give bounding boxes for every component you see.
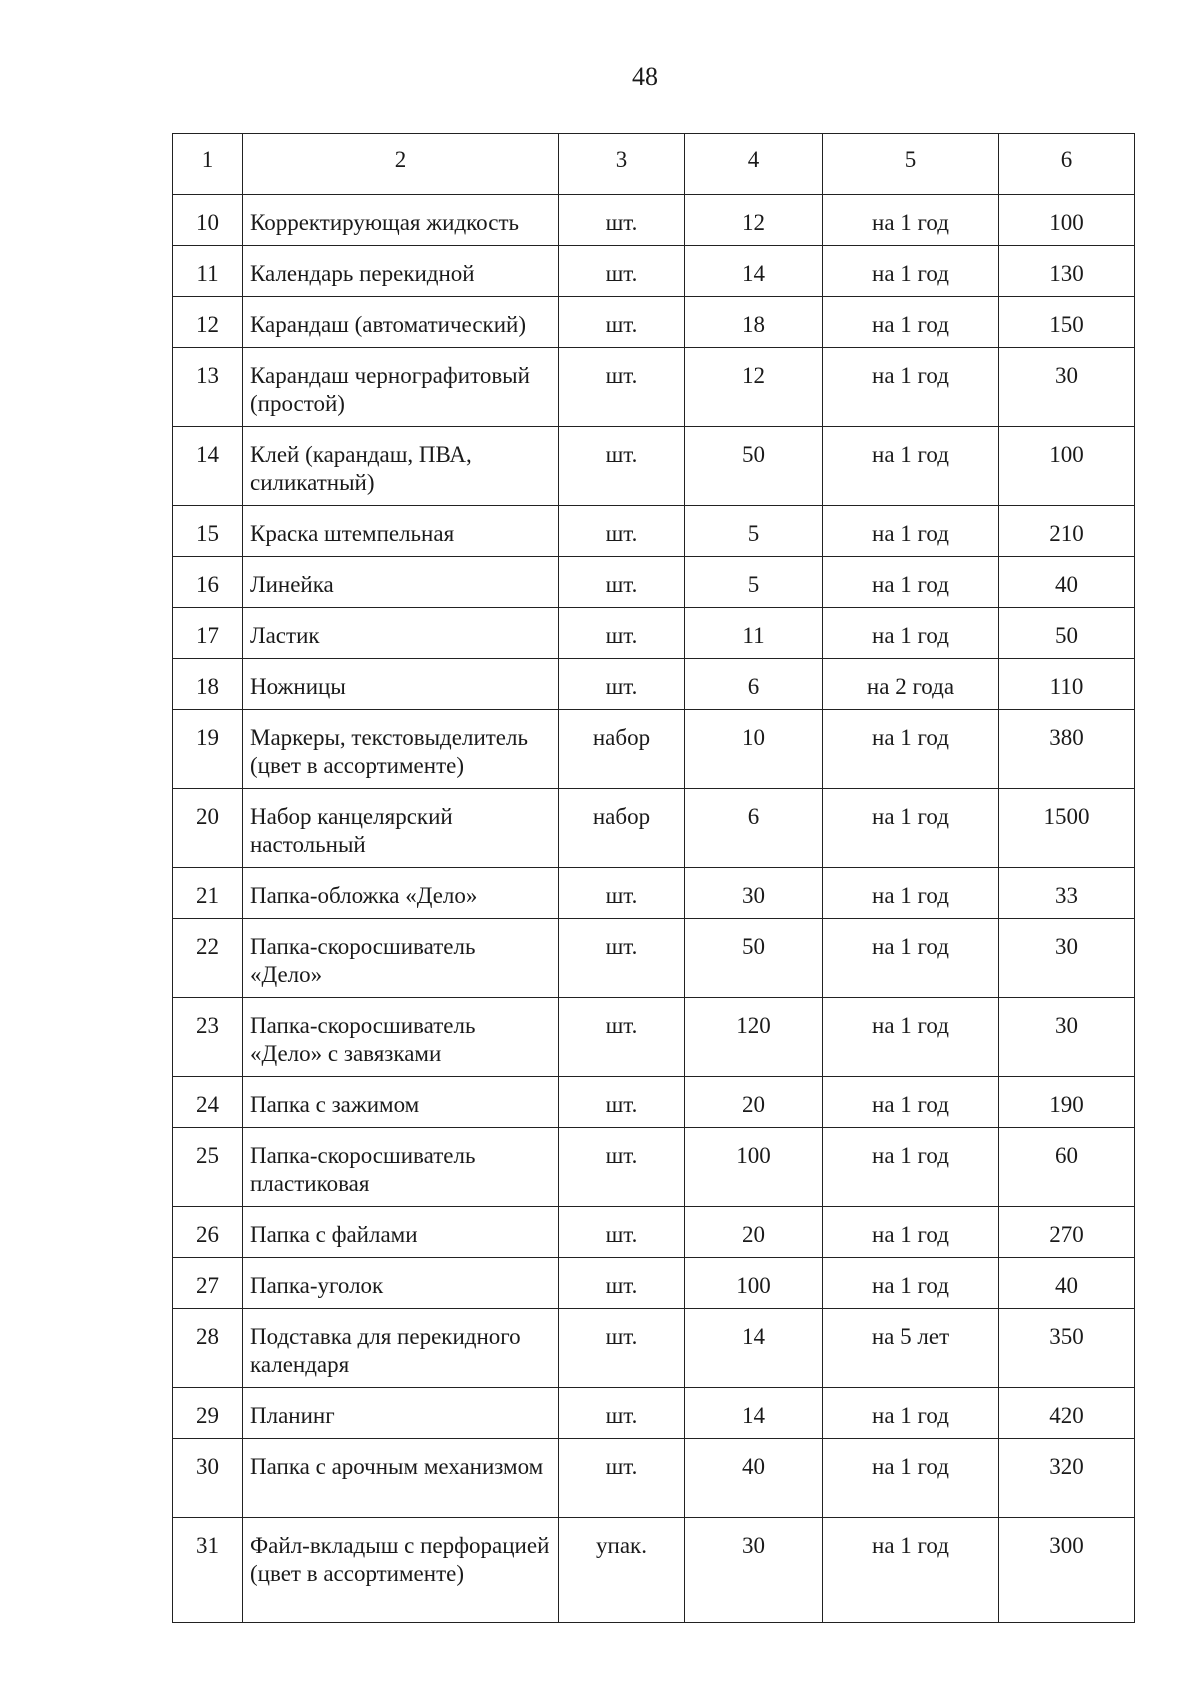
- usage-period-cell: на 1 год: [823, 1518, 999, 1623]
- usage-period-cell: на 1 год: [823, 195, 999, 246]
- usage-period-cell: на 1 год: [823, 608, 999, 659]
- usage-period-cell: на 1 год: [823, 1258, 999, 1309]
- item-name-cell: Планинг: [243, 1388, 559, 1439]
- item-name-cell: Ножницы: [243, 659, 559, 710]
- table-row: [173, 789, 1135, 868]
- price-cell: 40: [999, 1258, 1135, 1309]
- unit-cell: шт.: [559, 919, 685, 998]
- table-row: [173, 1258, 1135, 1309]
- header-cell: 1: [173, 134, 243, 195]
- usage-period-cell: на 1 год: [823, 348, 999, 427]
- unit-cell: шт.: [559, 608, 685, 659]
- table-row: [173, 1128, 1135, 1207]
- quantity-cell: 100: [685, 1128, 823, 1207]
- table-row: [173, 1439, 1135, 1518]
- quantity-cell: 20: [685, 1207, 823, 1258]
- table-row: [173, 659, 1135, 710]
- unit-cell: шт.: [559, 557, 685, 608]
- item-name-cell: Корректирующая жидкость: [243, 195, 559, 246]
- table-row: [173, 557, 1135, 608]
- price-cell: 380: [999, 710, 1135, 789]
- quantity-cell: 50: [685, 427, 823, 506]
- quantity-cell: 14: [685, 1388, 823, 1439]
- unit-cell: шт.: [559, 506, 685, 557]
- row-number-cell: 26: [173, 1207, 243, 1258]
- usage-period-cell: на 1 год: [823, 1207, 999, 1258]
- table-row: [173, 1388, 1135, 1439]
- usage-period-cell: на 1 год: [823, 297, 999, 348]
- table-row: [173, 297, 1135, 348]
- quantity-cell: 40: [685, 1439, 823, 1518]
- row-number-cell: 25: [173, 1128, 243, 1207]
- usage-period-cell: на 1 год: [823, 1439, 999, 1518]
- row-number-cell: 20: [173, 789, 243, 868]
- price-cell: 270: [999, 1207, 1135, 1258]
- usage-period-cell: на 1 год: [823, 1128, 999, 1207]
- row-number-cell: 14: [173, 427, 243, 506]
- header-cell: 6: [999, 134, 1135, 195]
- price-cell: 30: [999, 998, 1135, 1077]
- price-cell: 320: [999, 1439, 1135, 1518]
- item-name-cell: Ластик: [243, 608, 559, 659]
- price-cell: 130: [999, 246, 1135, 297]
- quantity-cell: 11: [685, 608, 823, 659]
- quantity-cell: 18: [685, 297, 823, 348]
- price-cell: 420: [999, 1388, 1135, 1439]
- header-cell: 3: [559, 134, 685, 195]
- price-cell: 100: [999, 427, 1135, 506]
- item-name-cell: Набор канцелярский настольный: [243, 789, 559, 868]
- usage-period-cell: на 1 год: [823, 506, 999, 557]
- quantity-cell: 30: [685, 868, 823, 919]
- item-name-cell: Папка с зажимом: [243, 1077, 559, 1128]
- quantity-cell: 10: [685, 710, 823, 789]
- table-row: [173, 919, 1135, 998]
- item-name-cell: Карандаш (автоматический): [243, 297, 559, 348]
- unit-cell: набор: [559, 710, 685, 789]
- usage-period-cell: на 1 год: [823, 868, 999, 919]
- table-row: [173, 348, 1135, 427]
- row-number-cell: 29: [173, 1388, 243, 1439]
- quantity-cell: 6: [685, 789, 823, 868]
- unit-cell: шт.: [559, 348, 685, 427]
- row-number-cell: 22: [173, 919, 243, 998]
- usage-period-cell: на 1 год: [823, 789, 999, 868]
- price-cell: 350: [999, 1309, 1135, 1388]
- quantity-cell: 5: [685, 506, 823, 557]
- table-header-row: [173, 134, 1135, 195]
- price-cell: 150: [999, 297, 1135, 348]
- item-name-cell: Клей (карандаш, ПВА, силикатный): [243, 427, 559, 506]
- row-number-cell: 18: [173, 659, 243, 710]
- row-number-cell: 23: [173, 998, 243, 1077]
- unit-cell: шт.: [559, 1309, 685, 1388]
- unit-cell: шт.: [559, 998, 685, 1077]
- row-number-cell: 11: [173, 246, 243, 297]
- unit-cell: шт.: [559, 1439, 685, 1518]
- table-row: [173, 1518, 1135, 1623]
- unit-cell: шт.: [559, 246, 685, 297]
- item-name-cell: Папка-скоросшиватель пластиковая: [243, 1128, 559, 1207]
- quantity-cell: 12: [685, 348, 823, 427]
- row-number-cell: 10: [173, 195, 243, 246]
- row-number-cell: 12: [173, 297, 243, 348]
- unit-cell: шт.: [559, 659, 685, 710]
- price-cell: 300: [999, 1518, 1135, 1623]
- row-number-cell: 15: [173, 506, 243, 557]
- item-name-cell: Папка-уголок: [243, 1258, 559, 1309]
- usage-period-cell: на 1 год: [823, 246, 999, 297]
- price-cell: 30: [999, 348, 1135, 427]
- quantity-cell: 12: [685, 195, 823, 246]
- item-name-cell: Маркеры, текстовыделитель (цвет в ассортименте): [243, 710, 559, 789]
- row-number-cell: 31: [173, 1518, 243, 1623]
- table-row: [173, 427, 1135, 506]
- quantity-cell: 20: [685, 1077, 823, 1128]
- usage-period-cell: на 1 год: [823, 998, 999, 1077]
- quantity-cell: 5: [685, 557, 823, 608]
- table-row: [173, 998, 1135, 1077]
- quantity-cell: 100: [685, 1258, 823, 1309]
- item-name-cell: Краска штемпельная: [243, 506, 559, 557]
- table-row: [173, 608, 1135, 659]
- row-number-cell: 28: [173, 1309, 243, 1388]
- unit-cell: шт.: [559, 868, 685, 919]
- item-name-cell: Папка-обложка «Дело»: [243, 868, 559, 919]
- item-name-cell: Папка с арочным механизмом: [243, 1439, 559, 1518]
- unit-cell: набор: [559, 789, 685, 868]
- item-name-cell: Линейка: [243, 557, 559, 608]
- row-number-cell: 27: [173, 1258, 243, 1309]
- unit-cell: шт.: [559, 1207, 685, 1258]
- usage-period-cell: на 1 год: [823, 557, 999, 608]
- price-cell: 50: [999, 608, 1135, 659]
- row-number-cell: 30: [173, 1439, 243, 1518]
- header-cell: 5: [823, 134, 999, 195]
- quantity-cell: 14: [685, 1309, 823, 1388]
- item-name-cell: Папка с файлами: [243, 1207, 559, 1258]
- item-name-cell: Папка-скоросшиватель «Дело» с завязками: [243, 998, 559, 1077]
- unit-cell: упак.: [559, 1518, 685, 1623]
- row-number-cell: 17: [173, 608, 243, 659]
- row-number-cell: 24: [173, 1077, 243, 1128]
- price-cell: 33: [999, 868, 1135, 919]
- usage-period-cell: на 1 год: [823, 1077, 999, 1128]
- unit-cell: шт.: [559, 1128, 685, 1207]
- header-cell: 4: [685, 134, 823, 195]
- usage-period-cell: на 5 лет: [823, 1309, 999, 1388]
- quantity-cell: 50: [685, 919, 823, 998]
- table-row: [173, 1309, 1135, 1388]
- row-number-cell: 16: [173, 557, 243, 608]
- table-row: [173, 1207, 1135, 1258]
- quantity-cell: 30: [685, 1518, 823, 1623]
- unit-cell: шт.: [559, 1388, 685, 1439]
- quantity-cell: 120: [685, 998, 823, 1077]
- usage-period-cell: на 2 года: [823, 659, 999, 710]
- price-cell: 40: [999, 557, 1135, 608]
- unit-cell: шт.: [559, 297, 685, 348]
- table-row: [173, 195, 1135, 246]
- item-name-cell: Файл-вкладыш с перфорацией (цвет в ассортименте): [243, 1518, 559, 1623]
- price-cell: 1500: [999, 789, 1135, 868]
- unit-cell: шт.: [559, 195, 685, 246]
- table-row: [173, 710, 1135, 789]
- page-number: 48: [632, 62, 658, 91]
- item-name-cell: Подставка для перекидного календаря: [243, 1309, 559, 1388]
- price-cell: 60: [999, 1128, 1135, 1207]
- unit-cell: шт.: [559, 1077, 685, 1128]
- row-number-cell: 13: [173, 348, 243, 427]
- usage-period-cell: на 1 год: [823, 710, 999, 789]
- header-cell: 2: [243, 134, 559, 195]
- unit-cell: шт.: [559, 1258, 685, 1309]
- quantity-cell: 14: [685, 246, 823, 297]
- unit-cell: шт.: [559, 427, 685, 506]
- usage-period-cell: на 1 год: [823, 919, 999, 998]
- item-name-cell: Папка-скоросшиватель «Дело»: [243, 919, 559, 998]
- row-number-cell: 21: [173, 868, 243, 919]
- price-cell: 210: [999, 506, 1135, 557]
- usage-period-cell: на 1 год: [823, 1388, 999, 1439]
- price-cell: 100: [999, 195, 1135, 246]
- item-name-cell: Календарь перекидной: [243, 246, 559, 297]
- price-cell: 110: [999, 659, 1135, 710]
- table-row: [173, 506, 1135, 557]
- price-cell: 190: [999, 1077, 1135, 1128]
- table-row: [173, 246, 1135, 297]
- row-number-cell: 19: [173, 710, 243, 789]
- usage-period-cell: на 1 год: [823, 427, 999, 506]
- table-row: [173, 868, 1135, 919]
- item-name-cell: Карандаш чернографитовый (простой): [243, 348, 559, 427]
- price-cell: 30: [999, 919, 1135, 998]
- table-row: [173, 1077, 1135, 1128]
- supplies-table: [172, 133, 1135, 1623]
- quantity-cell: 6: [685, 659, 823, 710]
